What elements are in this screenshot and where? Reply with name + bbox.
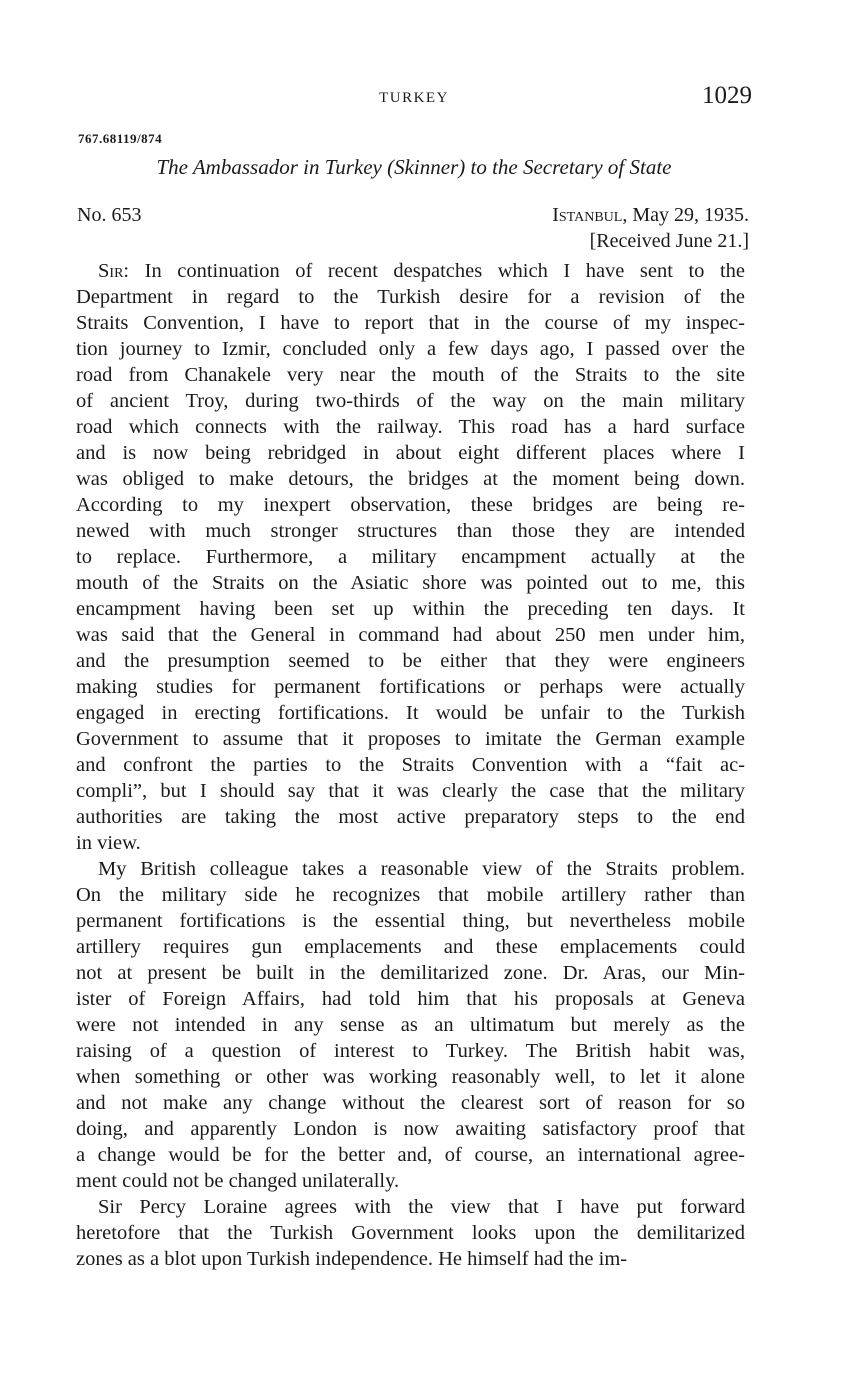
text-line: authorities are taking the most active preparatory steps to the end xyxy=(76,806,745,828)
text-line: Government to assume that it proposes to imitate the German example xyxy=(76,728,745,750)
text-line: and not make any change without the clearest sort of reason for so xyxy=(76,1092,745,1114)
running-head xyxy=(76,84,752,114)
dateline-date: , May 29, 1935. xyxy=(622,204,749,226)
text-line: when something or other was working reasonably well, to let it alone xyxy=(76,1066,745,1088)
despatch-number: No. 653 xyxy=(77,204,142,226)
text-line: and confront the parties to the Straits Convention with a “fait ac- xyxy=(76,754,745,776)
text-line: permanent fortifications is the essential thing, but nevertheless mobile xyxy=(76,910,745,932)
text-line: making studies for permanent fortifications or perhaps were actually xyxy=(76,676,745,698)
text-line: were not intended in any sense as an ultimatum but merely as the xyxy=(76,1014,745,1036)
running-title: TURKEY xyxy=(379,90,449,106)
letter-body xyxy=(76,258,745,1272)
text-line: to replace. Furthermore, a military encampment actually at the xyxy=(76,546,745,568)
text-line: newed with much stronger structures than those they are intended xyxy=(76,520,745,542)
text-line: artillery requires gun emplacements and these emplacements could xyxy=(76,936,745,958)
text-line: in view. xyxy=(76,832,141,854)
text-line: heretofore that the Turkish Government looks upon the demilitarized xyxy=(76,1222,745,1244)
text-line: Sir: In continuation of recent despatches which I have sent to the xyxy=(98,260,745,282)
text-line: was obliged to make detours, the bridges at the moment being down. xyxy=(76,468,745,490)
text-line: Department in regard to the Turkish desire for a revision of the xyxy=(76,286,745,308)
text-line: ister of Foreign Affairs, had told him that his proposals at Geneva xyxy=(76,988,745,1010)
text-line: doing, and apparently London is now awaiting satisfactory proof that xyxy=(76,1118,745,1140)
text-line: zones as a blot upon Turkish independence. He himself had the im- xyxy=(76,1248,628,1270)
file-number: 767.68119/874 xyxy=(78,131,163,146)
text-line: tion journey to Izmir, concluded only a few days ago, I passed over the xyxy=(76,338,745,360)
text-line: road from Chanakele very near the mouth of the Straits to the site xyxy=(76,364,745,386)
dateline xyxy=(552,204,749,227)
text-line: ment could not be changed unilaterally. xyxy=(76,1170,400,1192)
text-line: and the presumption seemed to be either that they were engineers xyxy=(76,650,745,672)
text-line: not at present be built in the demilitarized zone. Dr. Aras, our Min- xyxy=(76,962,745,984)
paragraph xyxy=(76,258,745,856)
text-line: road which connects with the railway. This road has a hard surface xyxy=(76,416,745,438)
received-note: [Received June 21.] xyxy=(589,230,749,252)
text-line: mouth of the Straits on the Asiatic shore was pointed out to me, this xyxy=(76,572,745,594)
text-line: According to my inexpert observation, these bridges are being re- xyxy=(76,494,745,516)
text-line: raising of a question of interest to Turkey. The British habit was, xyxy=(76,1040,745,1062)
page-number: 1029 xyxy=(702,82,752,109)
text-line: On the military side he recognizes that mobile artillery rather than xyxy=(76,884,745,906)
text-line: Straits Convention, I have to report that in the course of my inspec- xyxy=(76,312,745,334)
text-line: and is now being rebridged in about eight different places where I xyxy=(76,442,745,464)
text-line: engaged in erecting fortifications. It would be unfair to the Turkish xyxy=(76,702,745,724)
paragraph xyxy=(76,856,745,1194)
text-line: Sir Percy Loraine agrees with the view that I have put forward xyxy=(98,1196,745,1218)
paragraph xyxy=(76,1194,745,1272)
text-line: encampment having been set up within the preceding ten days. It xyxy=(76,598,745,620)
text-line: of ancient Troy, during two-thirds of the way on the main military xyxy=(76,390,745,412)
text-line: My British colleague takes a reasonable view of the Straits problem. xyxy=(98,858,745,880)
text-line: was said that the General in command had about 250 men under him, xyxy=(76,624,745,646)
document-title: The Ambassador in Turkey (Skinner) to the Secretary of State xyxy=(156,155,672,179)
text-line: a change would be for the better and, of course, an international agree- xyxy=(76,1144,745,1166)
text-line: compli”, but I should say that it was clearly the case that the military xyxy=(76,780,745,802)
dateline-place: Istanbul xyxy=(552,204,623,226)
